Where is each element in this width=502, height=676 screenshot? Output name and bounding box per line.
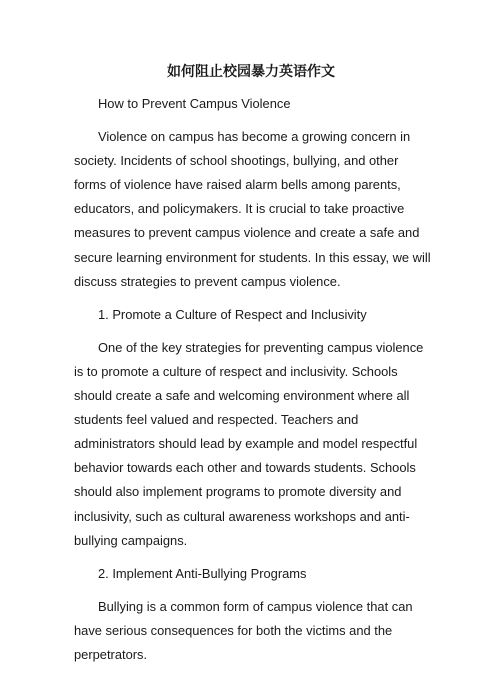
- intro-paragraph: Violence on campus has become a growing concern in society. Incidents of school shootings, bullying, and other forms of violence have raised alarm bells among parents, educators, and policymakers. It is crucial to take proactive measures to prevent campus violence and create a safe and secure learning environment for students. In this essay, we will discuss strategies to prevent campus violence.: [74, 129, 431, 289]
- document-title: 如何阻止校园暴力英语作文: [167, 64, 335, 80]
- section-2-paragraph: Bullying is a common form of campus violence that can have serious consequences for both the victims and the perpetrators.: [74, 598, 413, 662]
- section-2-heading: 2. Implement Anti-Bullying Programs: [98, 565, 307, 581]
- section-1-paragraph: One of the key strategies for preventing campus violence is to promote a culture of respect and inclusivity. Schools should create a safe and welcoming environment where all students feel valued and respected. Teachers and administrators should lead by example and model respectful behavior towards each other and towards students. Schools should also implement programs to promote diversity and inclusivity, such as cultural awareness workshops and anti-bullying campaigns.: [74, 339, 424, 548]
- essay-title: How to Prevent Campus Violence: [98, 96, 291, 111]
- section-1-heading: 1. Promote a Culture of Respect and Inclusivity: [98, 306, 367, 322]
- document-body: [74, 92, 434, 676]
